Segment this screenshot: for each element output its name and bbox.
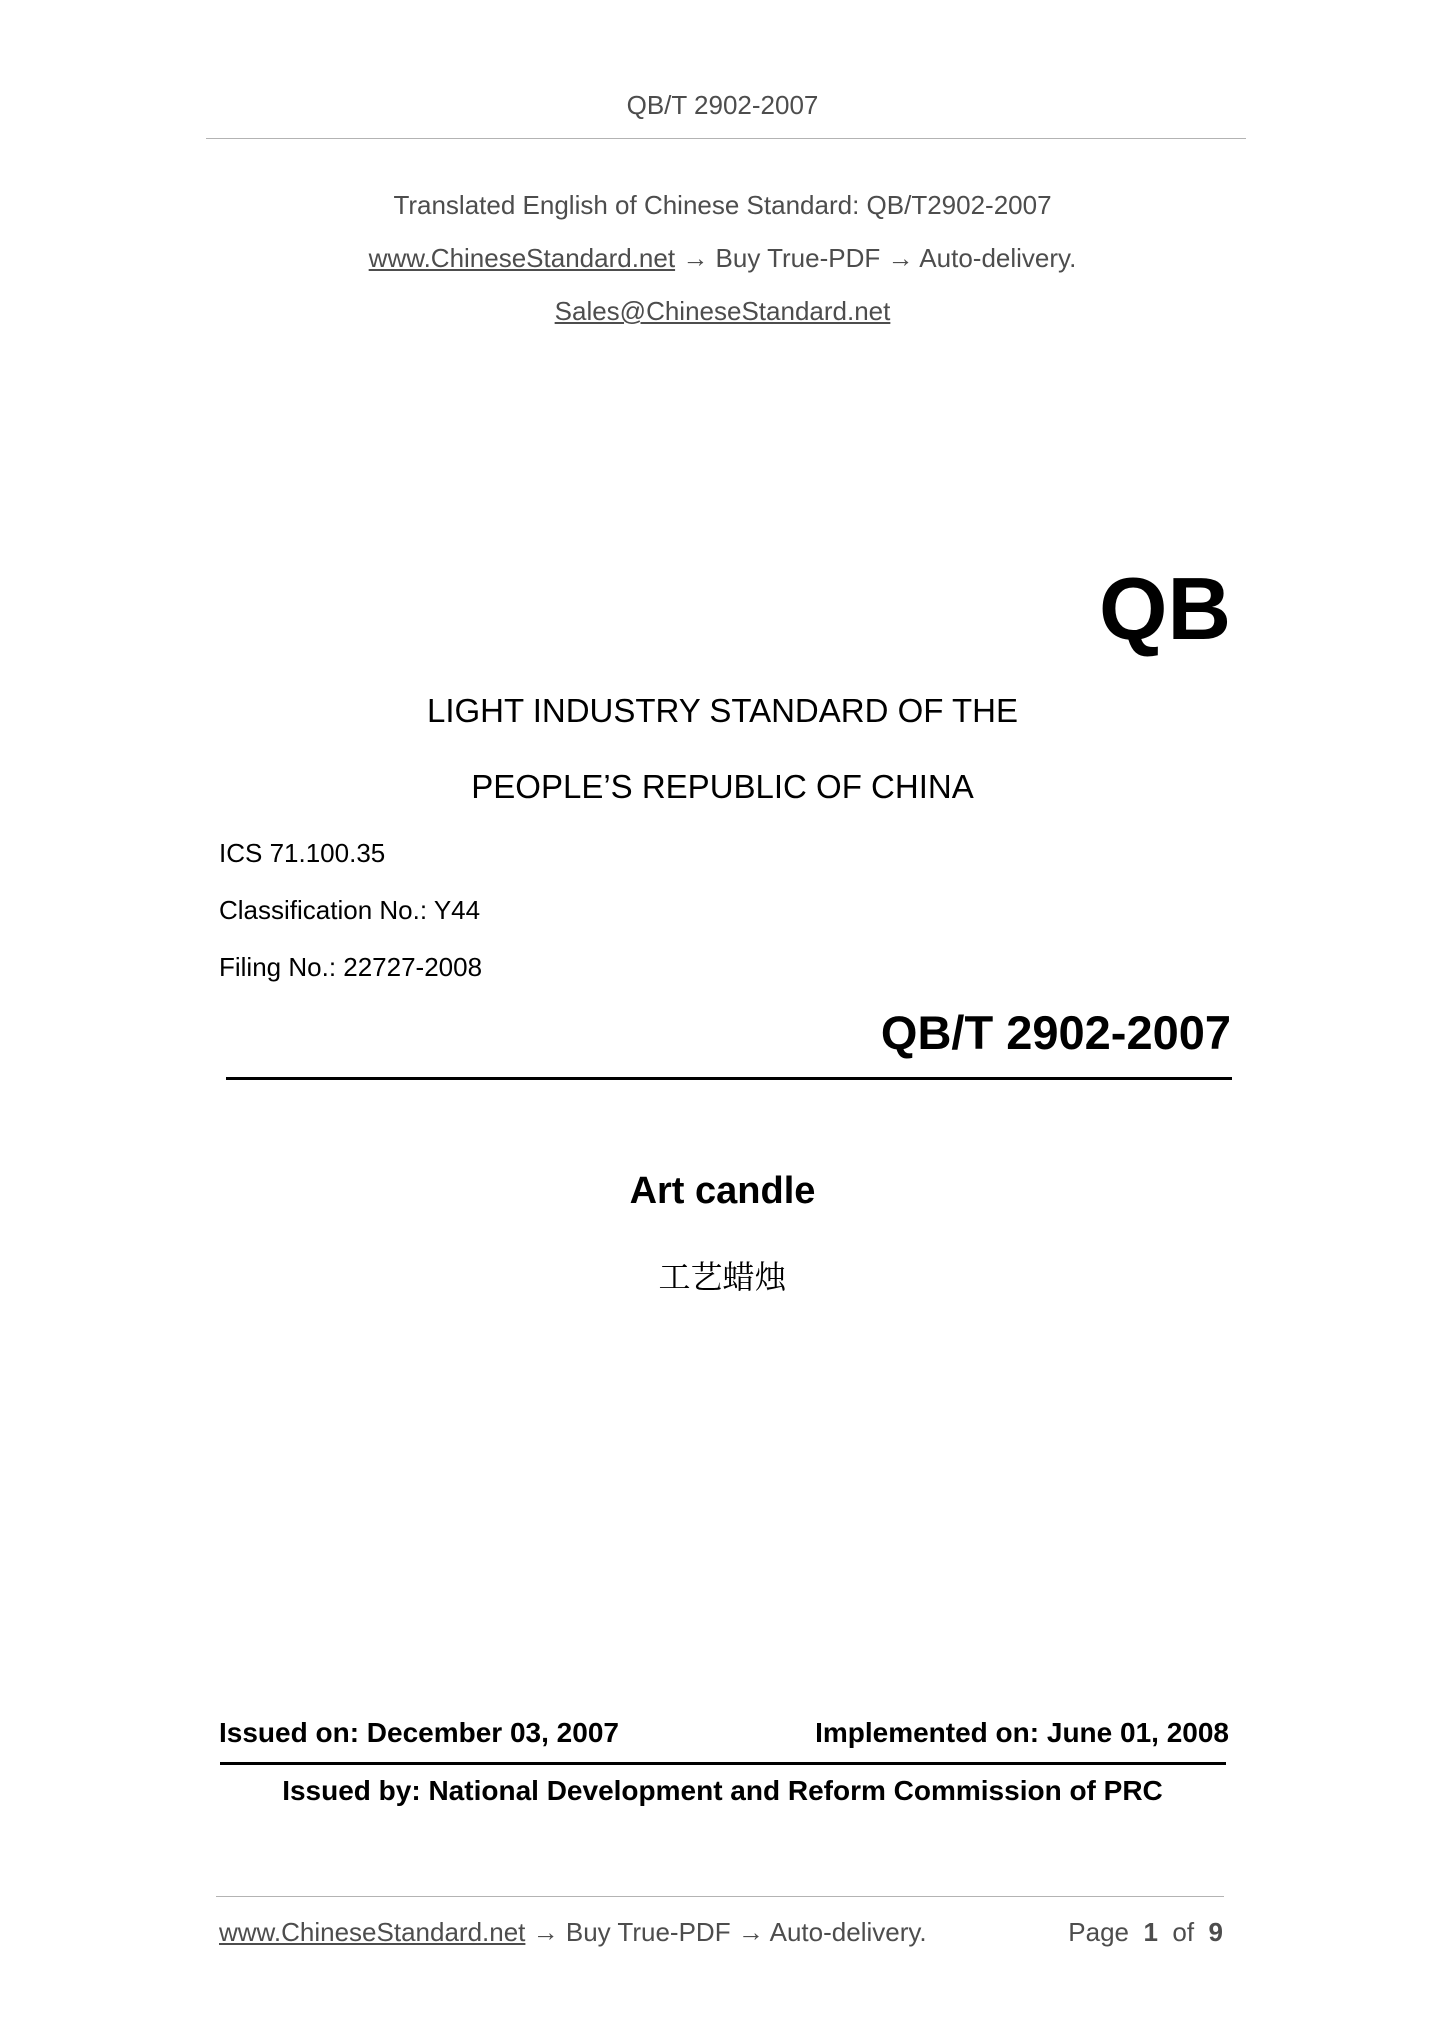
- standard-code: QB/T 2902-2007: [880, 1006, 1231, 1059]
- footer-divider: [216, 1896, 1224, 1897]
- delivery-text: Auto-delivery.: [919, 243, 1077, 273]
- qb-logo: QB: [1099, 559, 1231, 658]
- issued-by: Issued by: National Development and Reform Commission of PRC: [282, 1775, 1163, 1806]
- arrow-right-icon: →: [737, 1917, 764, 1947]
- footer-buy-line: [219, 1917, 927, 1948]
- page-of: of: [1172, 1917, 1195, 1947]
- title-english: Art candle: [629, 1170, 816, 1212]
- buy-text: Buy True-PDF: [715, 243, 881, 273]
- email-link[interactable]: Sales@ChineseStandard.net: [554, 296, 891, 326]
- running-header: QB/T 2902-2007: [626, 90, 819, 120]
- email-line: [0, 296, 1445, 327]
- page-total: 9: [1208, 1917, 1223, 1947]
- page-label: Page: [1068, 1917, 1130, 1947]
- filing-number: Filing No.: 22727-2008: [219, 952, 483, 982]
- ics-number: ICS 71.100.35: [219, 838, 386, 868]
- header-divider: [206, 138, 1246, 139]
- code-divider: [226, 1077, 1232, 1080]
- promo-buy-line: [0, 243, 1445, 274]
- dates-divider: [220, 1762, 1226, 1765]
- page-current: 1: [1143, 1917, 1158, 1947]
- arrow-right-icon: →: [887, 243, 914, 273]
- arrow-right-icon: →: [682, 243, 709, 273]
- page-indicator: [1068, 1917, 1223, 1948]
- classification-number: Classification No.: Y44: [219, 895, 481, 925]
- footer-delivery-text: Auto-delivery.: [769, 1917, 927, 1947]
- issued-on: Issued on: December 03, 2007: [219, 1717, 619, 1748]
- implemented-on: Implemented on: June 01, 2008: [815, 1717, 1229, 1748]
- site-link[interactable]: www.ChineseStandard.net: [368, 243, 676, 273]
- arrow-right-icon: →: [532, 1917, 559, 1947]
- title-chinese: 工艺蜡烛: [658, 1258, 787, 1296]
- standard-line-1: LIGHT INDUSTRY STANDARD OF THE: [426, 692, 1019, 729]
- footer-buy-text: Buy True-PDF: [565, 1917, 731, 1947]
- promo-line: Translated English of Chinese Standard: QB/T2902-2007: [393, 190, 1052, 220]
- footer-site-link[interactable]: www.ChineseStandard.net: [219, 1917, 526, 1947]
- standard-line-2: PEOPLE’S REPUBLIC OF CHINA: [471, 768, 974, 805]
